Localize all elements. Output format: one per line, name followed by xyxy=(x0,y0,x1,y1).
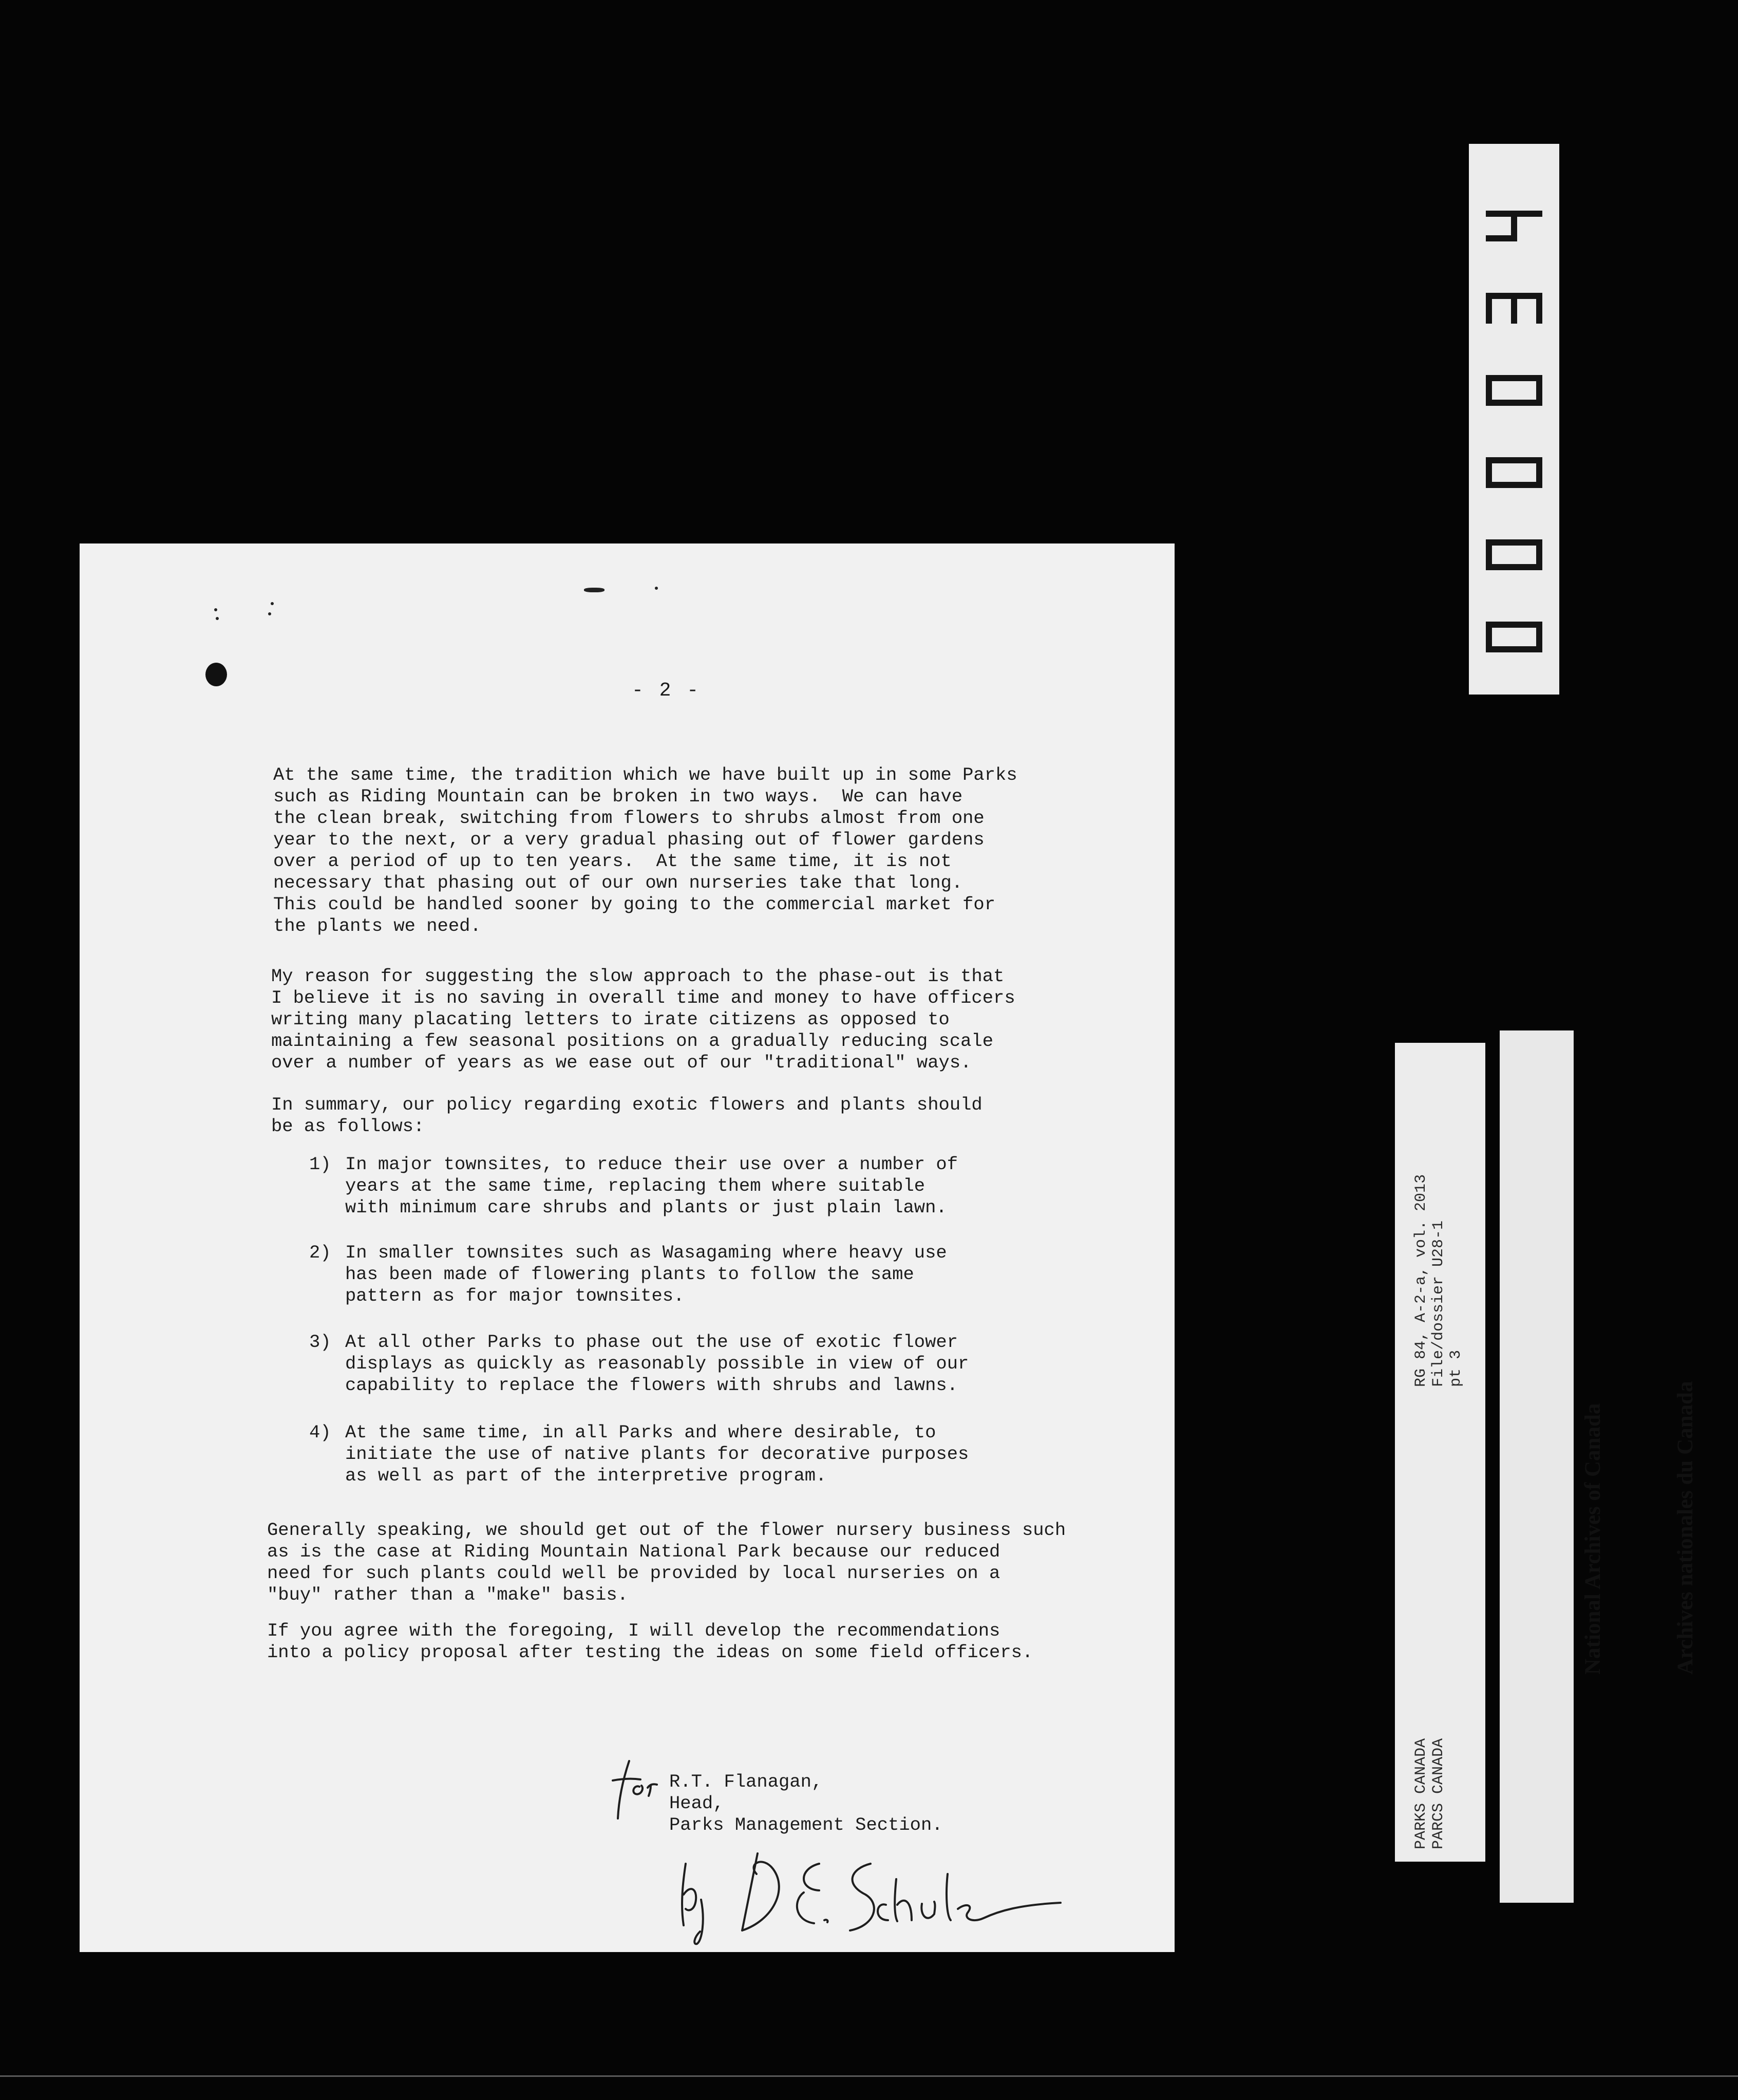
speck-mark xyxy=(584,588,604,592)
list-item-number: 2) xyxy=(309,1242,331,1263)
digit-segment xyxy=(1486,400,1514,406)
list-item-text: In major townsites, to reduce their use over a number of years at the same time, replacing them where suitable with minimum care shrubs and plants or just plain lawn. xyxy=(345,1154,958,1218)
list-item-number: 3) xyxy=(309,1332,331,1353)
frame-number-strip xyxy=(1469,144,1559,695)
paragraph-tradition: At the same time, the tradition which we have built up in some Parks such as Riding Mountain can be broken in two ways. We can have the clean break, switching from flowers to shrubs almost from one year to the next, or a very gradual phasing out of flower gardens over a period of up to ten years. At the same time, it is not necessary that phasing out of our own nurseries take that long. This could be handled sooner by going to the commercial market for the plants we need. xyxy=(273,764,1017,936)
digit-segment xyxy=(1486,482,1514,488)
bottom-divider xyxy=(0,2075,1738,2077)
digit-segment xyxy=(1486,375,1514,381)
digit-segment xyxy=(1514,564,1542,570)
speck-mark xyxy=(655,587,658,590)
digit-segment xyxy=(1486,646,1514,652)
institution-name-en: National Archives of Canada xyxy=(1581,1403,1605,1675)
digit-segment xyxy=(1486,293,1514,299)
speck-mark xyxy=(271,602,274,605)
speck-mark xyxy=(214,608,217,611)
digit-segment xyxy=(1486,539,1514,546)
list-item-text: At all other Parks to phase out the use of exotic flower displays as quickly as reasonably possible in view of our capability to replace the flowers with shrubs and lawns. xyxy=(345,1332,969,1396)
frame-digit-1 xyxy=(1486,539,1542,570)
handwritten-signature-mark xyxy=(670,1843,1091,1951)
list-item-number: 4) xyxy=(309,1422,331,1443)
document-page xyxy=(80,543,1175,1952)
paragraph-nursery: Generally speaking, we should get out of the flower nursery business such as is the case at Riding Mountain National Park because our reduced need for such plants could well be provided by local nurseries on a "buy" rather than a "make" basis. xyxy=(267,1520,1066,1605)
digit-segment xyxy=(1486,564,1514,570)
digit-segment xyxy=(1514,646,1542,652)
institution-name-fr: Archives nationales du Canada xyxy=(1673,1381,1697,1675)
list-item-text: At the same time, in all Parks and where desirable, to initiate the use of native plants for decorative purposes as well as part of the interpretive program. xyxy=(345,1422,969,1486)
punch-hole-mark xyxy=(205,663,227,686)
list-item-number: 1) xyxy=(309,1154,331,1175)
speck-mark xyxy=(216,617,219,620)
frame-digit-3 xyxy=(1486,375,1542,406)
paragraph-closing: If you agree with the foregoing, I will develop the recommendations into a policy proposal after testing the ideas on some field officers. xyxy=(267,1620,1033,1663)
list-item-text: In smaller townsites such as Wasagaming where heavy use has been made of flowering plants to follow the same pattern as for major townsites. xyxy=(345,1242,947,1306)
frame-digit-2 xyxy=(1486,457,1542,488)
agency-name-text: PARKS CANADA PARCS CANADA xyxy=(1412,1738,1447,1849)
archive-reference-text: RG 84, A-2-a, vol. 2013 File/dossier U28-1 pt 3 xyxy=(1412,1174,1465,1387)
digit-segment xyxy=(1536,293,1542,324)
frame-digit-4 xyxy=(1486,293,1542,324)
institution-name xyxy=(1516,1381,1732,1675)
digit-segment xyxy=(1486,622,1514,628)
signature-block: R.T. Flanagan, Head, Parks Management Section. xyxy=(669,1771,943,1835)
digit-segment xyxy=(1514,482,1542,488)
page-number: - 2 - xyxy=(632,680,701,702)
paragraph-summary: In summary, our policy regarding exotic flowers and plants should be as follows: xyxy=(271,1094,983,1137)
speck-mark xyxy=(268,612,271,615)
digit-segment xyxy=(1514,211,1542,217)
digit-segment xyxy=(1514,400,1542,406)
digit-segment xyxy=(1486,211,1514,217)
digit-segment xyxy=(1486,235,1514,241)
frame-digit-5 xyxy=(1486,211,1542,241)
digit-segment xyxy=(1486,457,1514,463)
paragraph-reason: My reason for suggesting the slow approach to the phase-out is that I believe it is no saving in overall time and money to have officers writing many placating letters to irate citizens as opposed to maintaining a few seasonal positions on a gradually reducing scale over a number of years as we ease out of our "traditional" ways. xyxy=(271,966,1015,1073)
frame-number-digits xyxy=(1469,144,1559,695)
frame-digit-0 xyxy=(1486,622,1542,652)
